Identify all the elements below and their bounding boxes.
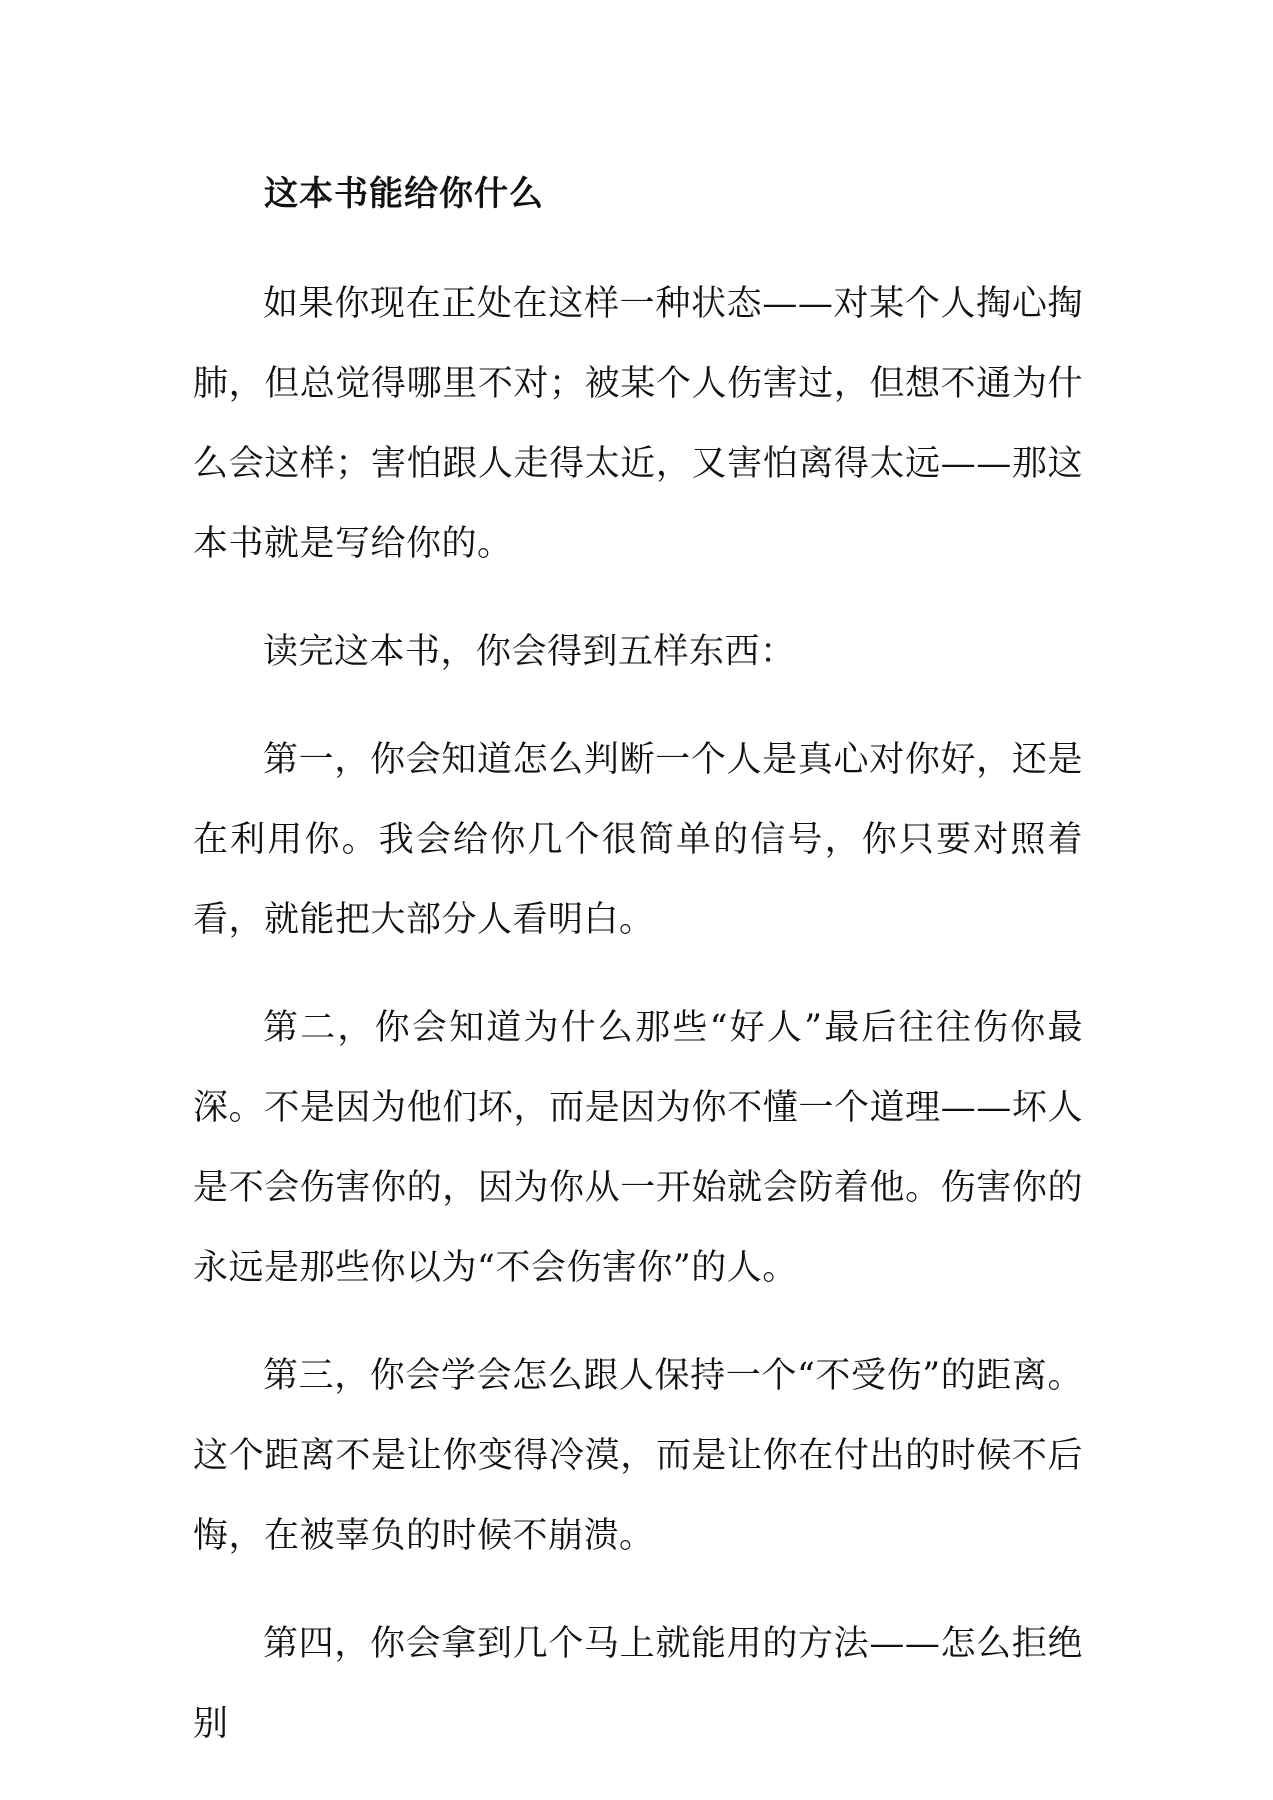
paragraph-third: 第三，你会学会怎么跟人保持一个“不受伤”的距离。这个距离不是让你变得冷漠，而是让你在付出的时候不后悔，在被辜负的时候不崩溃。 (193, 1356, 1083, 1556)
body-text (193, 264, 1083, 1792)
paragraph-second: 第二，你会知道为什么那些“好人”最后往往伤你最深。不是因为他们坏，而是因为你不懂一个道理——坏人是不会伤害你的，因为你从一开始就会防着他。伤害你的永远是那些你以为“不会伤害你”的人。 (193, 1008, 1083, 1288)
paragraph-fourth: 第四，你会拿到几个马上就能用的方法——怎么拒绝别 (193, 1624, 1083, 1744)
paragraph-first: 第一，你会知道怎么判断一个人是真心对你好，还是在利用你。我会给你几个很简单的信号，你只要对照着看，就能把大部分人看明白。 (193, 740, 1083, 940)
section-heading: 这本书能给你什么 (264, 174, 544, 214)
paragraph-five-things: 读完这本书，你会得到五样东西： (263, 632, 796, 672)
paragraph-intro: 如果你现在正处在这样一种状态——对某个人掏心掏肺，但总觉得哪里不对；被某个人伤害过，但想不通为什么会这样；害怕跟人走得太近，又害怕离得太远——那这本书就是写给你的。 (193, 284, 1083, 564)
